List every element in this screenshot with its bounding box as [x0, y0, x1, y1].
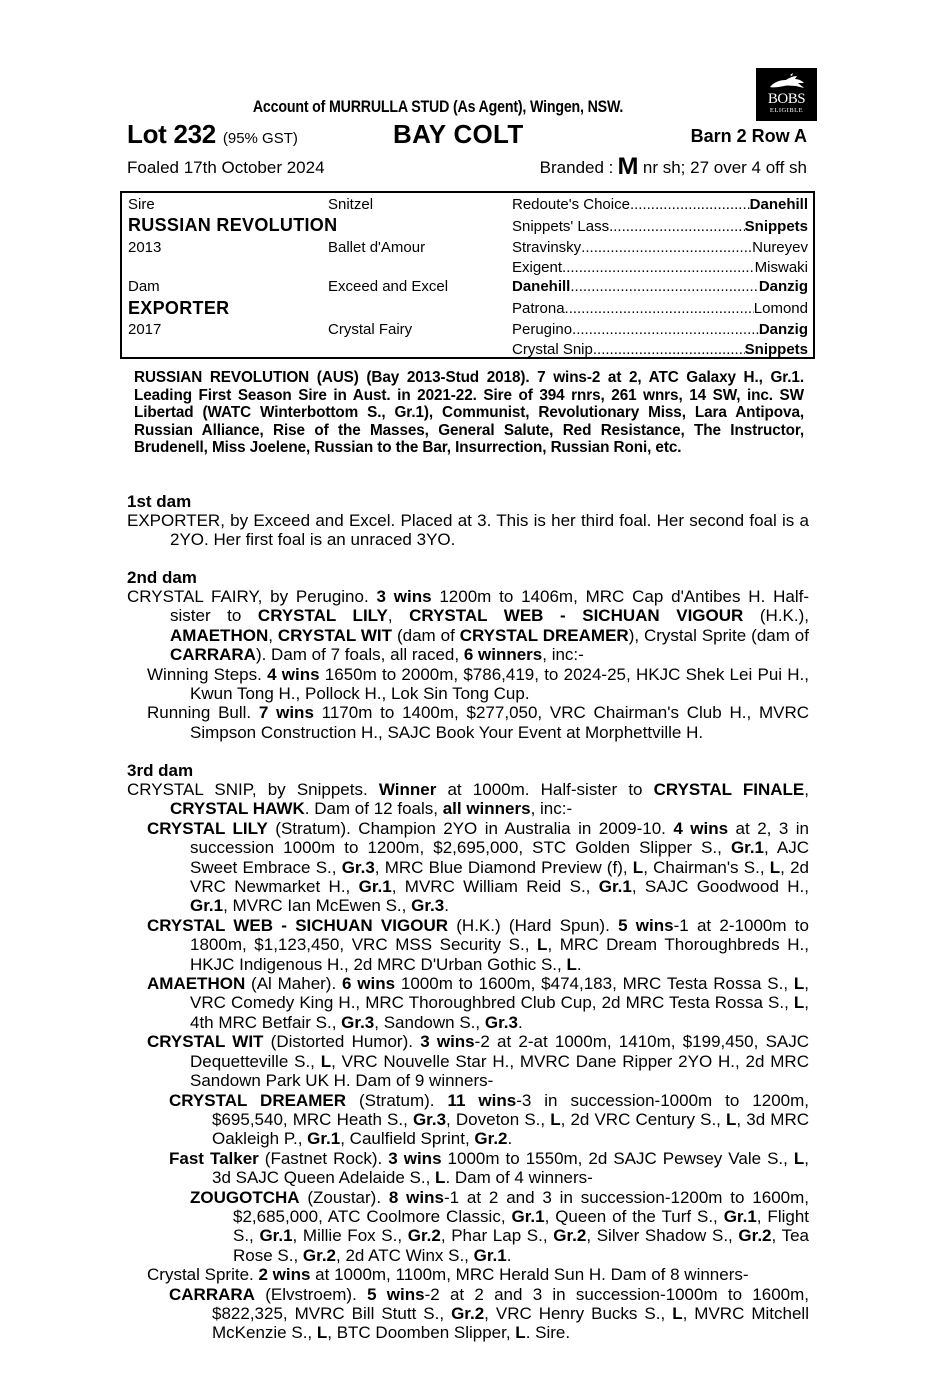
second-dam-section [127, 568, 809, 742]
gen3-left: Redoute's Choice [512, 196, 630, 213]
section-heading: 1st dam [127, 492, 192, 511]
gen3-left: Stravinsky [512, 239, 582, 256]
brand-info [539, 153, 807, 180]
brand-mark-icon: M [617, 153, 639, 180]
family-entry: CRYSTAL SNIP, by Snippets. Winner at 1000m. Half-sister to CRYSTAL FINALE, CRYSTAL HAWK. Dam of 12 foals, all winners, inc:- [127, 780, 810, 819]
barn-location: Barn 2 Row A [690, 126, 807, 146]
sire-sire: Snitzel [328, 196, 374, 213]
horse-head-icon [766, 73, 806, 93]
family-entry: CRYSTAL DREAMER (Stratum). 11 wins-3 in succession-1000m to 1200m, $695,540, MRC Heath S., Gr.3, Doveton S., L, 2d VRC Century S., L, 3d MRC Oakleigh P., Gr.1, Caulfield Sprint, Gr.2. [169, 1090, 809, 1149]
pedigree-gen3-row [512, 321, 808, 339]
lot-description: BAY COLT [393, 119, 524, 149]
family-entry: CRYSTAL FAIRY, by Perugino. 3 wins 1200m to 1406m, MRC Cap d'Antibes H. Half-sister to CRYSTAL LILY, CRYSTAL WEB - SICHUAN VIGOUR (H.K.), AMAETHON, CRYSTAL WIT (dam of CRYSTAL DREAMER), Crystal Sprite (dam of CARRARA). Dam of 7 foals, all raced, 6 winners, inc:- [127, 587, 810, 665]
sire-year: 2013 [128, 239, 162, 256]
dam-name: EXPORTER [128, 298, 230, 318]
vendor-account-line: Account of MURRULLA STUD (As Agent), Wingen, NSW. [252, 98, 624, 116]
family-entry: Running Bull. 7 wins 1170m to 1400m, $277,050, VRC Chairman's Club H., MVRC Simpson Construction H., SAJC Book Your Event at Morphettville H. [147, 703, 809, 742]
lot-label: Lot 232 [127, 119, 216, 149]
pedigree-gen3-row [512, 218, 808, 236]
gst-note: (95% GST) [222, 130, 298, 147]
gen3-right: Danzig [758, 278, 808, 295]
logo-bobs-text: BOBS [767, 91, 806, 107]
family-entry: CRYSTAL WIT (Distorted Humor). 3 wins-2 at 2-at 1000m, 1410m, $199,450, SAJC Dequetteville S., L, VRC Nouvelle Star H., MVRC Dane Ripper 2YO H., 2d MRC Sandown Park UK H. Dam of 9 winners- [147, 1032, 810, 1091]
gen3-right: Danehill [749, 196, 808, 213]
sire-name: RUSSIAN REVOLUTION [128, 215, 338, 235]
family-entry: CARRARA (Elvstroem). 5 wins-2 at 2 and 3 in succession-1000m to 1600m, $822,325, MVRC Bill Stutt S., Gr.2, VRC Henry Bucks S., L, MVRC Mitchell McKenzie S., L, BTC Doomben Slipper, L. Sire. [169, 1284, 810, 1343]
pedigree-gen3-row [512, 196, 808, 214]
gen3-right: Danzig [758, 321, 808, 338]
sire-summary: RUSSIAN REVOLUTION (AUS) (Bay 2013-Stud 2018). 7 wins-2 at 2, ATC Galaxy H., Gr.1. Leading First Season Sire in Aust. in 2021-22. Sire of 394 rnrs, 261 wnrs, 14 SW, inc. SW Libertad (WATC Winterbottom S., Gr.1), Communist, Revolutionary Miss, Lara Antipova, Russian Alliance, Rise of the Masses, General Salute, Red Resistance, The Instructor, Brudenell, Miss Joelene, Russian to the Bar, Insurrection, Russian Roni, etc. [134, 369, 804, 456]
family-entry: Crystal Sprite. 2 wins at 1000m, 1100m, MRC Herald Sun H. Dam of 8 winners- [147, 1265, 749, 1285]
gen3-left: Exigent [512, 259, 563, 276]
foaled-date: Foaled 17th October 2024 [127, 158, 325, 177]
family-paragraphs [127, 511, 809, 550]
dam-sire: Exceed and Excel [328, 278, 449, 295]
first-dam-section [127, 492, 809, 550]
gen3-right: Nureyev [752, 239, 808, 256]
family-paragraphs [127, 780, 809, 1343]
family-entry: EXPORTER, by Exceed and Excel. Placed at 3. This is her third foal. Her second foal is a 2YO. Her first foal is an unraced 3YO. [127, 511, 809, 550]
gen3-right: Lomond [753, 300, 808, 317]
family-entry: AMAETHON (Al Maher). 6 wins 1000m to 1600m, $474,183, MRC Testa Rossa S., L, VRC Comedy King H., MRC Thoroughbred Club Cup, 2d MRC Testa Rossa S., L, 4th MRC Betfair S., Gr.3, Sandown S., Gr.3. [147, 974, 809, 1032]
gen3-right: Miswaki [754, 259, 808, 276]
bobs-eligible-logo [756, 68, 817, 121]
gen3-left: Danehill [512, 278, 571, 295]
pedigree-table [120, 191, 815, 359]
family-entry: ZOUGOTCHA (Zoustar). 8 wins-1 at 2 and 3 in succession-1200m to 1600m, $2,685,000, ATC Coolmore Classic, Gr.1, Queen of the Turf S., Gr.1, Flight S., Gr.1, Millie Fox S., Gr.2, Phar Lap S., Gr.2, Silver Shadow S., Gr.2, Tea Rose S., Gr.2, 2d ATC Winx S., Gr.1. [190, 1187, 810, 1265]
dam-dam: Crystal Fairy [328, 321, 413, 338]
family-entry: Fast Talker (Fastnet Rock). 3 wins 1000m to 1550m, 2d SAJC Pewsey Vale S., L, 3d SAJC Queen Adelaide S., L. Dam of 4 winners- [169, 1148, 809, 1188]
sire-label: Sire [128, 196, 155, 213]
branded-label: Branded : [539, 158, 614, 177]
dam-label: Dam [128, 278, 160, 295]
pedigree-gen3-row [512, 341, 808, 359]
gen3-right: Snippets [744, 341, 808, 358]
third-dam-section [127, 761, 809, 1343]
gen3-right: Snippets [744, 218, 808, 235]
pedigree-gen3-row [512, 300, 808, 318]
logo-eligible-text: ELIGIBLE [769, 107, 804, 114]
pedigree-gen3-row [512, 239, 808, 257]
section-heading: 3rd dam [127, 761, 194, 780]
gen3-left: Perugino [512, 321, 573, 338]
gen3-left: Snippets' Lass [512, 218, 610, 235]
sire-dam: Ballet d'Amour [328, 239, 426, 256]
branded-details: nr sh; 27 over 4 off sh [642, 158, 807, 177]
pedigree-gen3-row [512, 259, 808, 277]
lot-number [127, 119, 298, 150]
family-entry: Winning Steps. 4 wins 1650m to 2000m, $786,419, to 2024-25, HKJC Shek Lei Pui H., Kwun Tong H., Pollock H., Lok Sin Tong Cup. [147, 664, 810, 704]
pedigree-gen3-row [512, 278, 808, 296]
family-paragraphs [127, 587, 809, 742]
dam-year: 2017 [128, 321, 162, 338]
family-entry: CRYSTAL LILY (Stratum). Champion 2YO in Australia in 2009-10. 4 wins at 2, 3 in succession 1000m to 1200m, $2,695,000, STC Golden Slipper S., Gr.1, AJC Sweet Embrace S., Gr.3, MRC Blue Diamond Preview (f), L, Chairman's S., L, 2d VRC Newmarket H., Gr.1, MVRC William Reid S., Gr.1, SAJC Goodwood H., Gr.1, MVRC Ian McEwen S., Gr.3. [147, 818, 810, 916]
gen3-left: Patrona [512, 300, 565, 317]
gen3-left: Crystal Snip [512, 341, 593, 358]
family-entry: CRYSTAL WEB - SICHUAN VIGOUR (H.K.) (Hard Spun). 5 wins-1 at 2-1000m to 1800m, $1,123,450, VRC MSS Security S., L, MRC Dream Thoroughbreds H., HKJC Indigenous H., 2d MRC D'Urban Gothic S., L. [147, 915, 809, 974]
section-heading: 2nd dam [127, 568, 197, 587]
